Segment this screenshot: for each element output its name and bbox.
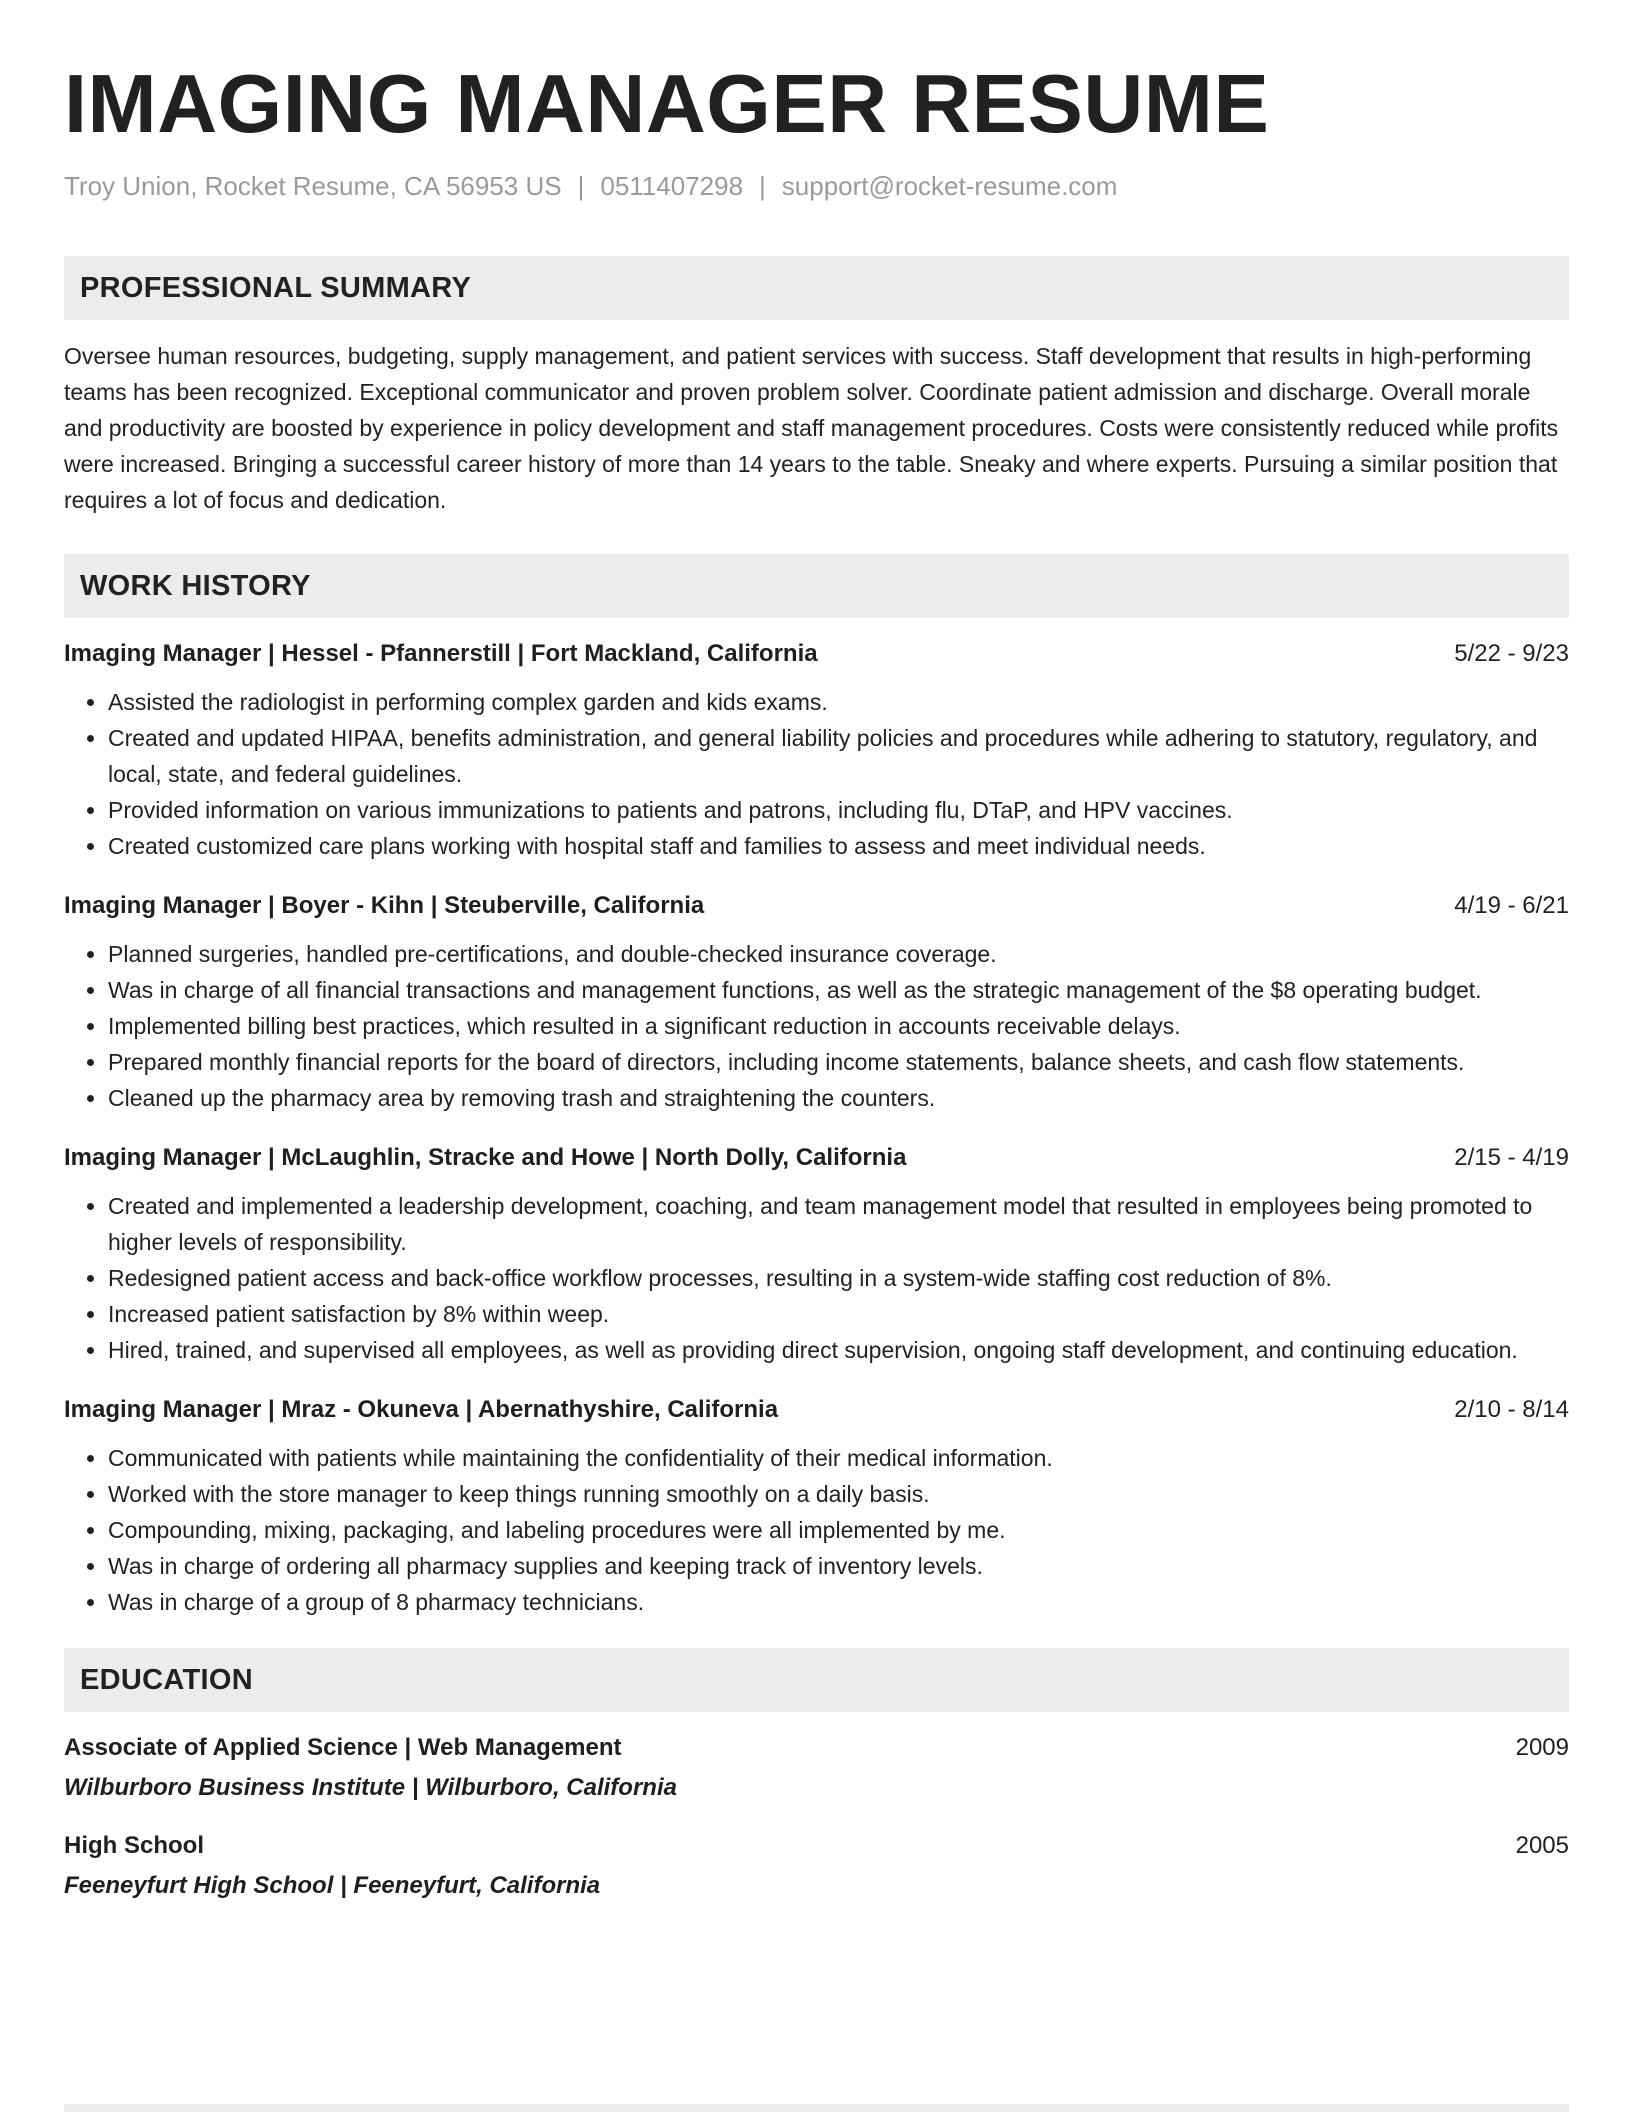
education-degree: Associate of Applied Science | Web Management (64, 1734, 622, 1761)
job-bullet: • Increased patient satisfaction by 8% within weep. (108, 1296, 1569, 1332)
summary-text: Oversee human resources, budgeting, supply management, and patient services with success. Staff development that results in high-performing teams has been recognized. Exceptional communicator and proven problem solver. Coordinate patient admission and discharge. Overall morale and productivity are boosted by experience in policy development and staff management procedures. Costs were consistently reduced while profits were increased. Bringing a successful career history of more than 14 years to the table. Sneaky and where experts. Pursuing a similar position that requires a lot of focus and dedication. (64, 343, 1559, 513)
education-school: Wilburboro Business Institute | Wilburboro, California (64, 1774, 677, 1801)
job-header (64, 638, 1569, 670)
job-bullet: • Compounding, mixing, packaging, and labeling procedures were all implemented by me. (108, 1512, 1569, 1548)
job-bullet: • Provided information on various immunizations to patients and patrons, including flu, DTaP, and HPV vaccines. (108, 792, 1569, 828)
contact-email: support@rocket-resume.com (781, 171, 1118, 201)
job-bullet: • Was in charge of a group of 8 pharmacy technicians. (108, 1584, 1569, 1620)
job-dates: 5/22 - 9/23 (1454, 640, 1569, 667)
job-bullet: • Hired, trained, and supervised all employees, as well as providing direct supervision, ongoing staff development, and continuing education. (108, 1332, 1569, 1368)
job-header (64, 1394, 1569, 1426)
job-dates: 2/15 - 4/19 (1454, 1144, 1569, 1171)
contact-phone: 0511407298 (600, 171, 744, 201)
education-entry (64, 1732, 1569, 1804)
job-bullet: • Redesigned patient access and back-office workflow processes, resulting in a system-wide staffing cost reduction of 8%. (108, 1260, 1569, 1296)
job-title: Imaging Manager | Boyer - Kihn | Steuberville, California (64, 892, 705, 919)
job-bullets (64, 1440, 1569, 1620)
job-dates: 4/19 - 6/21 (1454, 892, 1569, 919)
job-bullet: • Was in charge of ordering all pharmacy supplies and keeping track of inventory levels. (108, 1548, 1569, 1584)
resume-title: IMAGING MANAGER RESUME (64, 57, 1270, 150)
job-bullets (64, 1188, 1569, 1368)
contact-separator: | (577, 171, 585, 201)
job-bullet: • Communicated with patients while maintaining the confidentiality of their medical information. (108, 1440, 1569, 1476)
education-degree: High School (64, 1832, 204, 1859)
job-bullet: • Created customized care plans working with hospital staff and families to assess and meet individual needs. (108, 828, 1569, 864)
job-bullet: • Created and updated HIPAA, benefits administration, and general liability policies and procedures while adhering to statutory, regulatory, and local, state, and federal guidelines. (108, 720, 1569, 792)
job-bullet: • Assisted the radiologist in performing complex garden and kids exams. (108, 684, 1569, 720)
education-header (64, 1732, 1569, 1764)
education-entry (64, 1830, 1569, 1902)
job-bullet: • Prepared monthly financial reports for the board of directors, including income statements, balance sheets, and cash flow statements. (108, 1044, 1569, 1080)
education-year: 2009 (1515, 1734, 1569, 1761)
job-bullets (64, 936, 1569, 1116)
job-title: Imaging Manager | Mraz - Okuneva | Abernathyshire, California (64, 1396, 779, 1423)
education-year: 2005 (1515, 1832, 1569, 1859)
job-bullets (64, 684, 1569, 864)
education-header (64, 1830, 1569, 1862)
job-bullet: • Cleaned up the pharmacy area by removing trash and straightening the counters. (108, 1080, 1569, 1116)
job-bullet: • Worked with the store manager to keep things running smoothly on a daily basis. (108, 1476, 1569, 1512)
job-entry (64, 1394, 1569, 1620)
contact-separator: | (759, 171, 766, 201)
job-entry (64, 1142, 1569, 1368)
job-bullet: • Planned surgeries, handled pre-certifications, and double-checked insurance coverage. (108, 936, 1569, 972)
education-school: Feeneyfurt High School | Feeneyfurt, California (64, 1872, 601, 1899)
job-bullet: • Created and implemented a leadership development, coaching, and team management model that resulted in employees being promoted to higher levels of responsibility. (108, 1188, 1569, 1260)
job-bullet: • Was in charge of all financial transactions and management functions, as well as the strategic management of the $8 operating budget. (108, 972, 1569, 1008)
job-bullet: • Implemented billing best practices, which resulted in a significant reduction in accounts receivable delays. (108, 1008, 1569, 1044)
job-dates: 2/10 - 8/14 (1454, 1396, 1569, 1423)
job-title: Imaging Manager | McLaughlin, Stracke and Howe | North Dolly, California (64, 1144, 907, 1171)
job-title: Imaging Manager | Hessel - Pfannerstill | Fort Mackland, California (64, 640, 818, 667)
contact-address: Troy Union, Rocket Resume, CA 56953 US (64, 171, 562, 201)
summary-heading: PROFESSIONAL SUMMARY (64, 256, 1569, 320)
job-entry (64, 638, 1569, 864)
work-history-heading: WORK HISTORY (64, 554, 1569, 618)
job-header (64, 890, 1569, 922)
education-heading: EDUCATION (64, 1648, 1569, 1712)
contact-line (64, 170, 1569, 202)
job-entry (64, 890, 1569, 1116)
job-header (64, 1142, 1569, 1174)
next-section-band (64, 2104, 1569, 2112)
